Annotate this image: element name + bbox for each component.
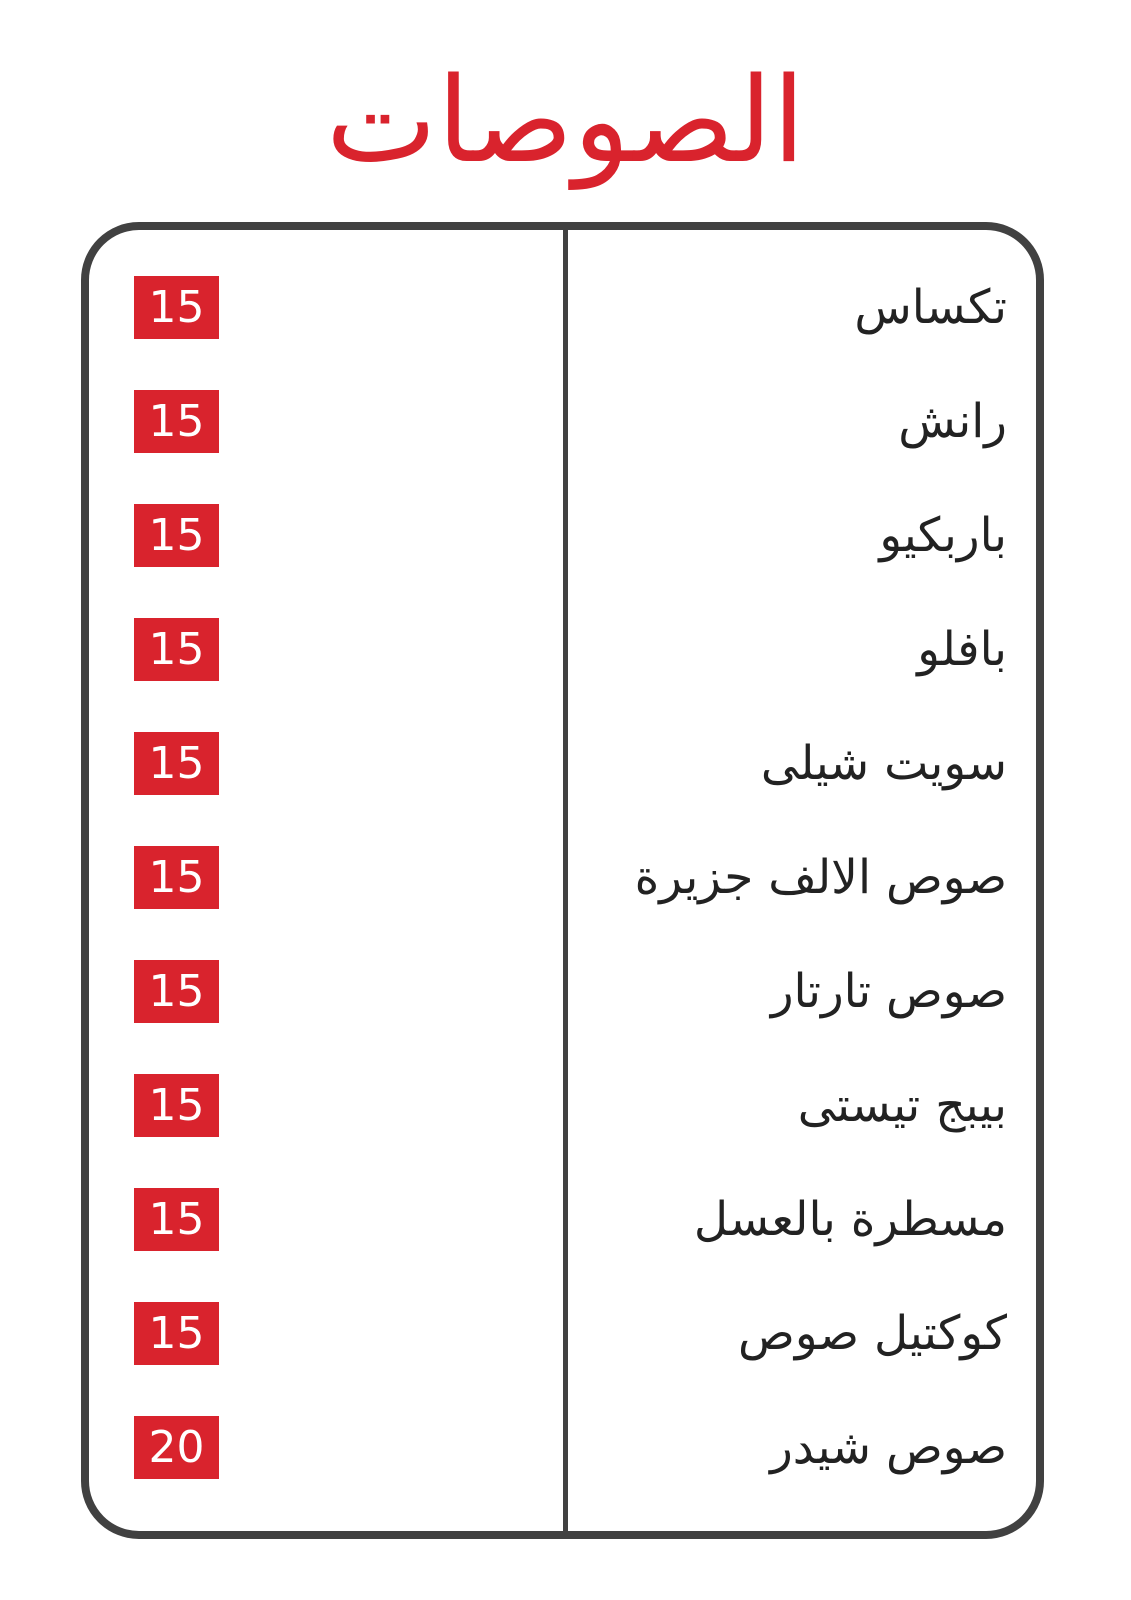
menu-row [0,1416,1131,1480]
price-badge: 15 [134,618,219,681]
price-badge: 15 [134,960,219,1023]
menu-row [0,846,1131,910]
price-badge: 15 [134,504,219,567]
item-name: صوص الالف جزيرة [634,850,1007,905]
price-badge: 15 [134,1188,219,1251]
menu-row [0,732,1131,796]
item-name: تكساس [854,280,1007,335]
price-badge: 15 [134,846,219,909]
menu-row [0,1302,1131,1366]
item-name: بافلو [917,622,1007,677]
price-badge: 15 [134,1302,219,1365]
item-name: كوكتيل صوص [738,1306,1007,1361]
price-badge: 15 [134,1074,219,1137]
price-badge: 15 [134,732,219,795]
price-badge: 20 [134,1416,219,1479]
menu-row [0,1074,1131,1138]
menu-row [0,1188,1131,1252]
menu-row [0,960,1131,1024]
item-name: صوص تارتار [770,964,1007,1019]
item-name: باربكيو [879,508,1007,563]
menu-row [0,618,1131,682]
menu-row [0,390,1131,454]
price-badge: 15 [134,390,219,453]
menu-row [0,276,1131,340]
item-name: صوص شيدر [770,1420,1007,1475]
menu-title: الصوصات [325,51,806,189]
item-name: بيبج تيستى [797,1078,1007,1133]
item-name: سويت شيلى [760,736,1007,791]
item-name: رانش [898,394,1007,449]
price-badge: 15 [134,276,219,339]
menu-row [0,504,1131,568]
item-name: مسطرة بالعسل [693,1192,1007,1247]
